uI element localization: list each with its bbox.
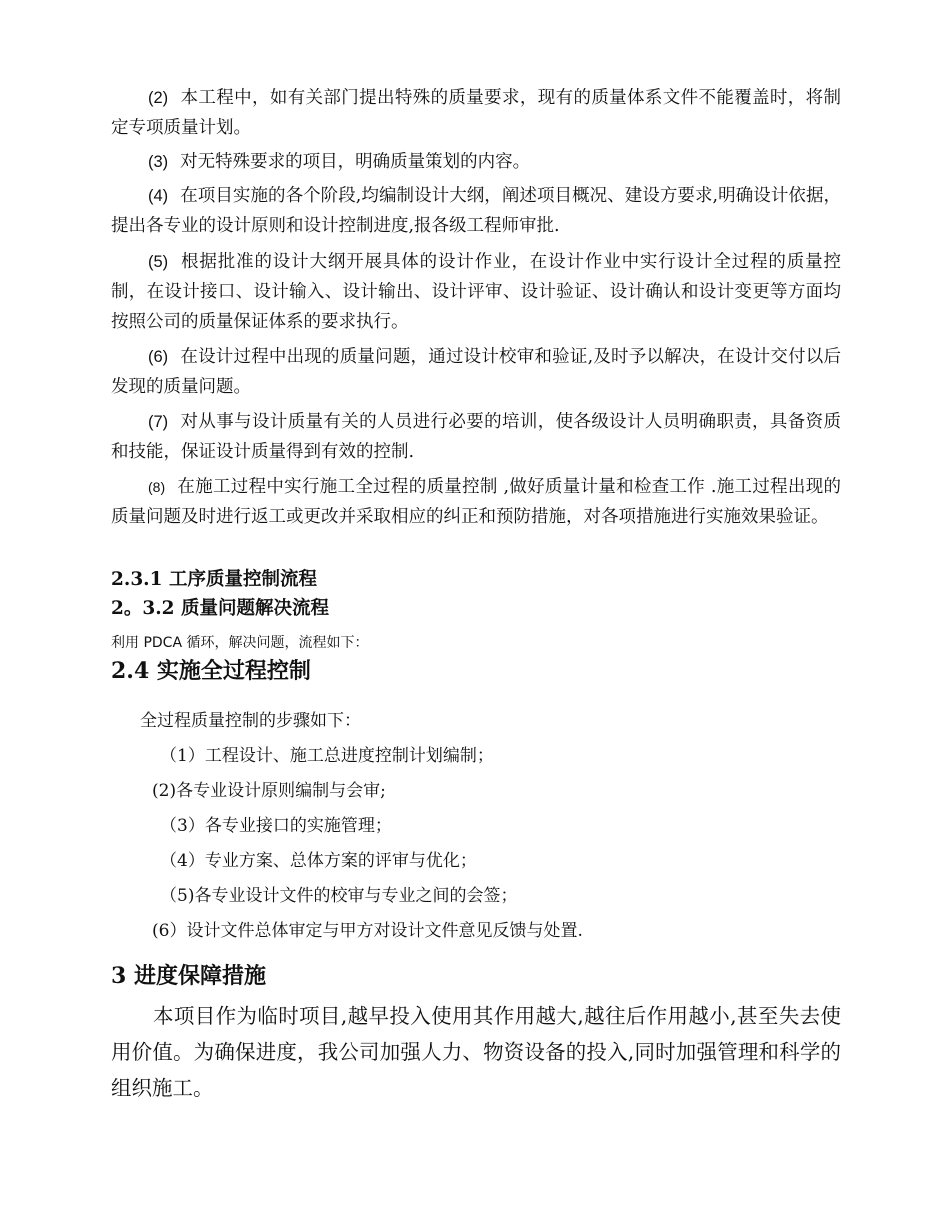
item-text: 在施工过程中实行施工全过程的质量控制 ,做好质量计量和检查工作 .施工过程出现的质量问题及时进行返工或更改并采取相应的纠正和预防措施，对各项措施进行实施效果验证。 (111, 477, 841, 527)
item-number: (7) (148, 413, 169, 431)
quality-item-4 (111, 181, 841, 241)
step-item: (6）设计文件总体审定与甲方对设计文件意见反馈与处置. (152, 921, 583, 941)
step-item: （4）专业方案、总体方案的评审与优化； (160, 851, 477, 871)
heading-2-3-1: 2.3.1 工序质量控制流程 (111, 569, 317, 590)
pdca-note: 利用 PDCA 循环，解决问题，流程如下： (111, 635, 369, 651)
heading-2-3-2: 2。3.2 质量问题解决流程 (111, 598, 329, 619)
step-item: （5)各专业设计文件的校审与专业之间的会签； (160, 886, 518, 906)
item-text: 在项目实施的各个阶段,均编制设计大纲，阐述项目概况、建设方要求,明确设计依据，提出各专业的设计原则和设计控制进度,报各级工程师审批. (111, 186, 841, 236)
item-number: (5) (148, 253, 169, 271)
item-text: 在设计过程中出现的质量问题，通过设计校审和验证,及时予以解决，在设计交付以后发现的质量问题。 (111, 347, 841, 397)
item-text: 根据批准的设计大纲开展具体的设计作业，在设计作业中实行设计全过程的质量控制，在设计接口、设计输入、设计输出、设计评审、设计验证、设计确认和设计变更等方面均按照公司的质量保证体系的要求执行。 (111, 252, 841, 332)
item-number: (2) (148, 89, 169, 107)
step-item: (2)各专业设计原则编制与会审; (152, 781, 386, 801)
quality-item-5 (111, 247, 841, 337)
item-number: (8) (148, 479, 166, 495)
item-text: 对从事与设计质量有关的人员进行必要的培训，使各级设计人员明确职责，具备资质和技能，保证设计质量得到有效的控制. (111, 412, 841, 462)
item-number: (6) (148, 348, 169, 366)
quality-item-3 (111, 147, 841, 177)
heading-2-4: 2.4 实施全过程控制 (111, 658, 311, 684)
quality-item-7 (111, 407, 841, 467)
steps-intro: 全过程质量控制的步骤如下： (140, 711, 361, 731)
schedule-paragraph: 本项目作为临时项目,越早投入使用其作用越大,越往后作用越小,甚至失去使用价值。为确保进度，我公司加强人力、物资设备的投入,同时加强管理和科学的组织施工。 (111, 1004, 841, 1100)
quality-item-6 (111, 342, 841, 402)
step-item: （3）各专业接口的实施管理； (160, 816, 392, 836)
quality-item-8 (111, 472, 841, 532)
item-number: (4) (148, 187, 169, 205)
item-text: 对无特殊要求的项目，明确质量策划的内容。 (180, 152, 531, 172)
item-number: (3) (148, 153, 169, 171)
step-item: （1）工程设计、施工总进度控制计划编制； (160, 746, 494, 766)
heading-3: 3 进度保障措施 (111, 963, 266, 989)
item-text: 本工程中，如有关部门提出特殊的质量要求，现有的质量体系文件不能覆盖时，将制定专项质量计划。 (111, 88, 841, 138)
quality-item-2 (111, 83, 841, 143)
